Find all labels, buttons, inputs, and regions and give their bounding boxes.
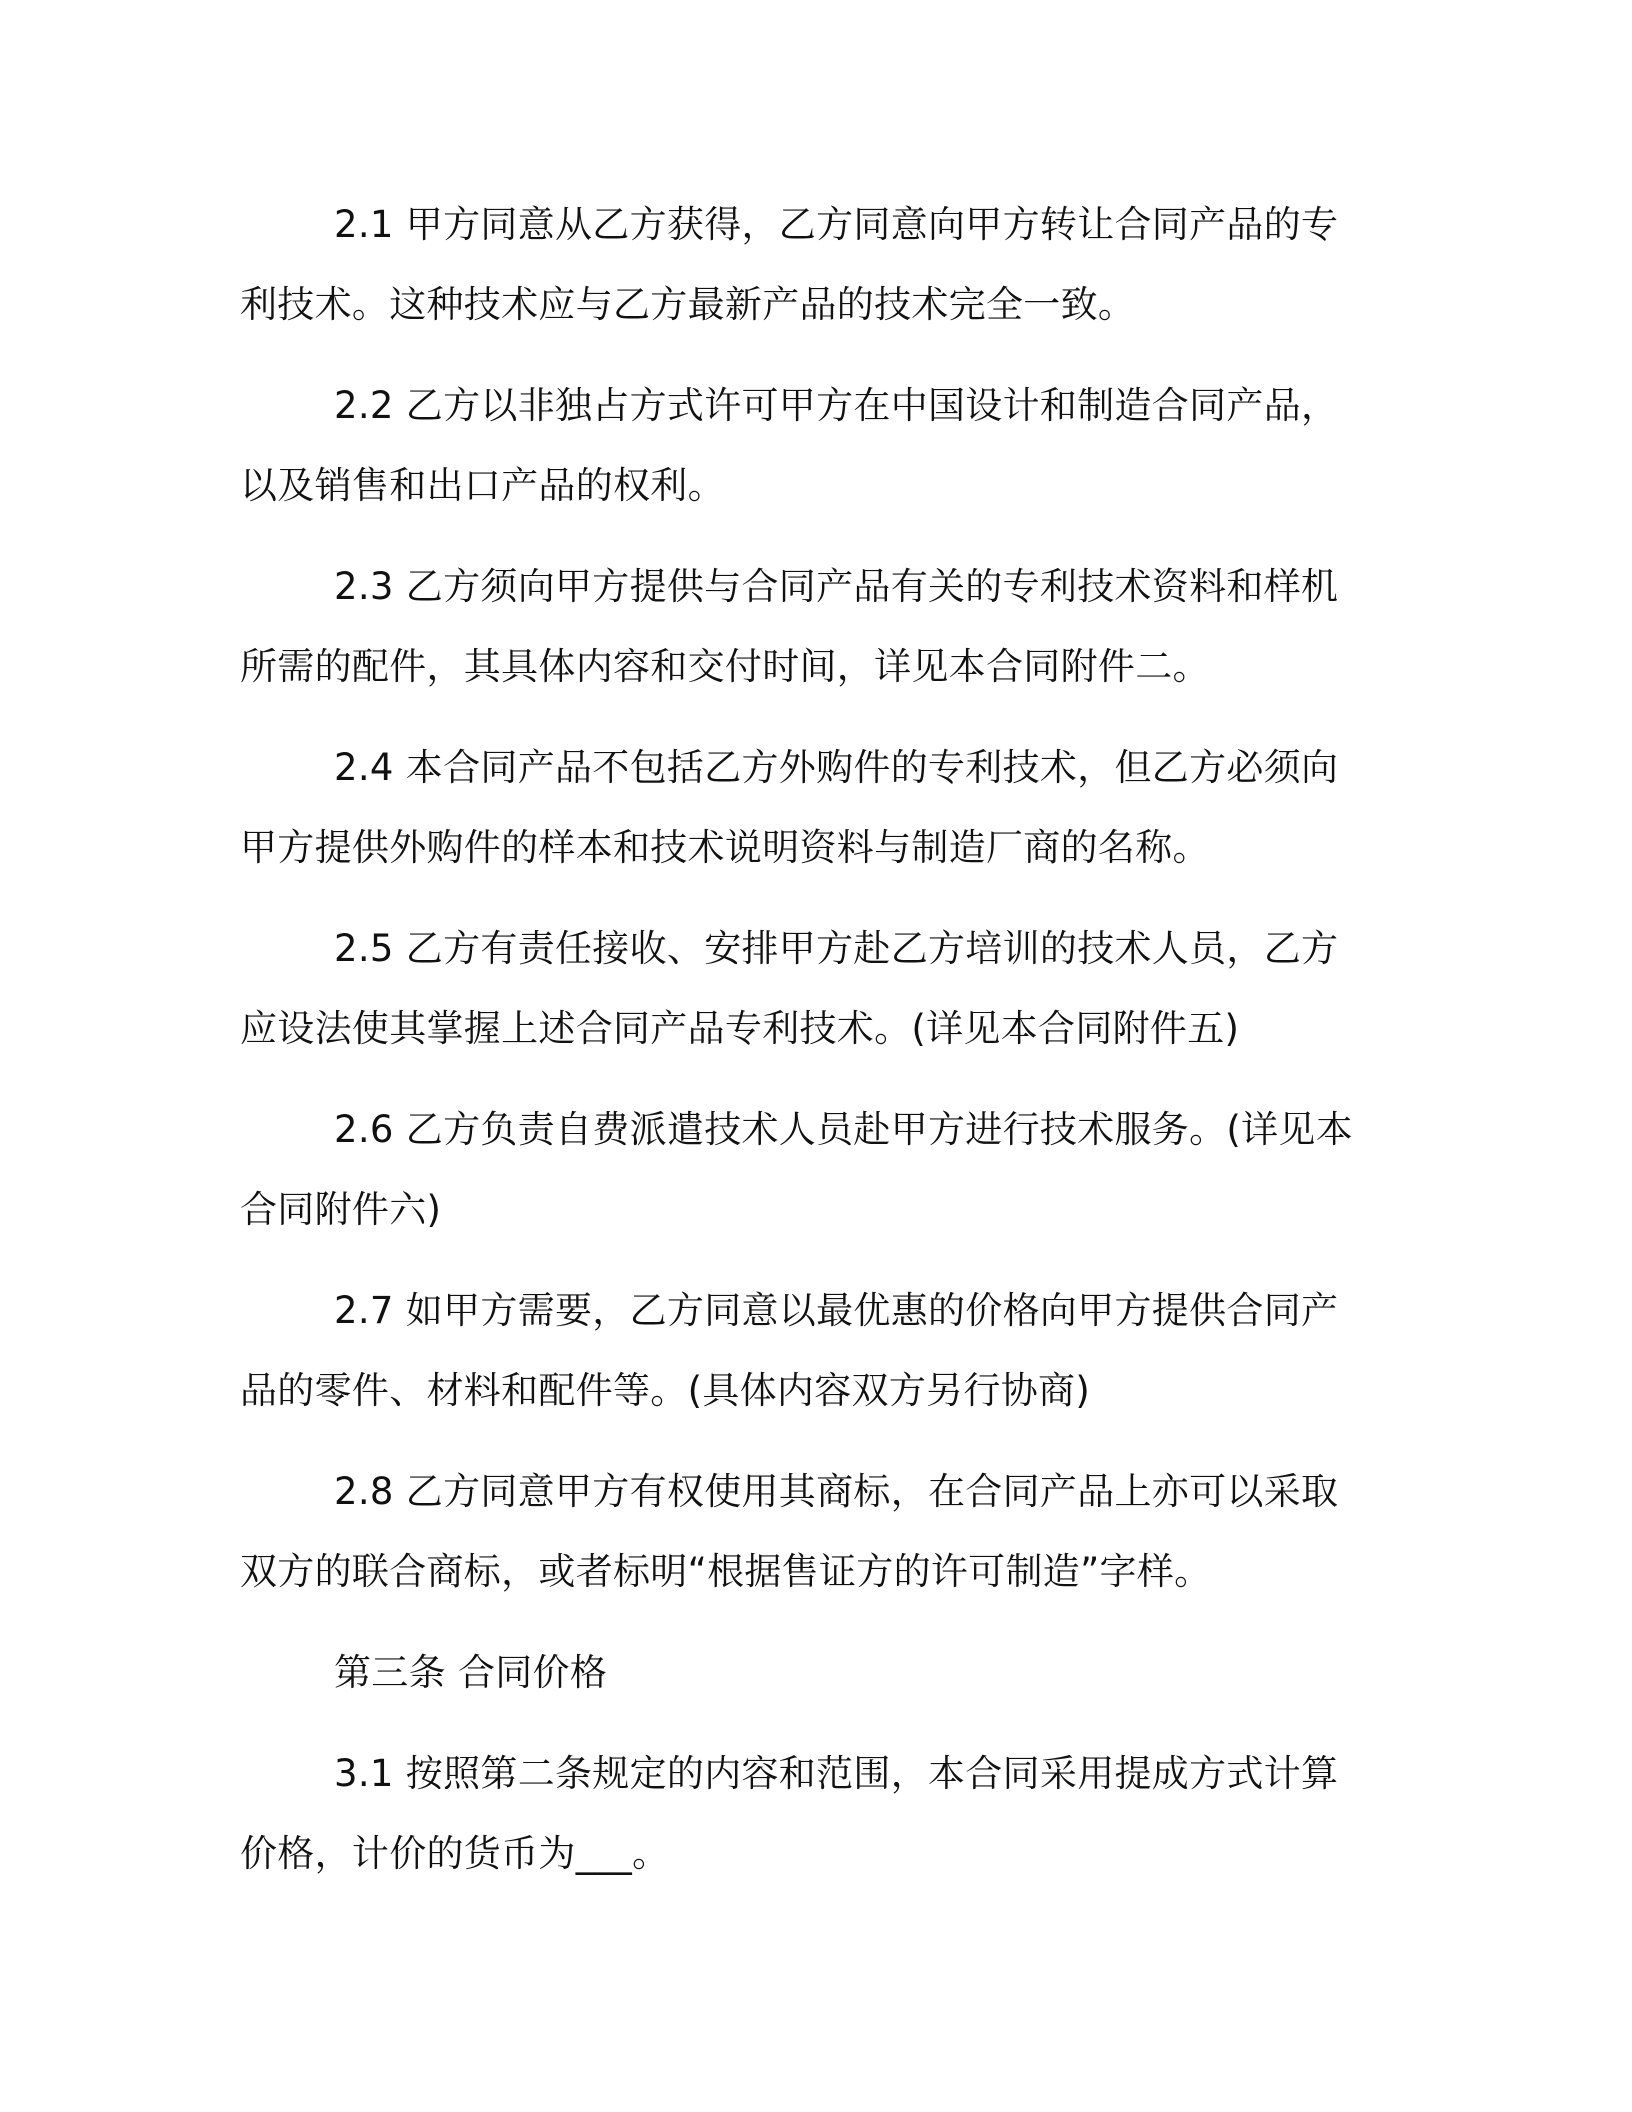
clause-2-8: 2.8 乙方同意甲方有权使用其商标，在合同产品上亦可以采取双方的联合商标，或者标明“根据售证方的许可制造”字样。 — [240, 1470, 1339, 1593]
clause-2-1: 2.1 甲方同意从乙方获得，乙方同意向甲方转让合同产品的专利技术。这种技术应与乙方最新产品的技术完全一致。 — [240, 203, 1339, 326]
document-body — [240, 185, 1375, 1915]
clause-3-1: 3.1 按照第二条规定的内容和范围，本合同采用提成方式计算价格，计价的货币为___。 — [240, 1752, 1339, 1875]
clause-2-5: 2.5 乙方有责任接收、安排甲方赴乙方培训的技术人员，乙方应设法使其掌握上述合同产品专利技术。(详见本合同附件五) — [240, 927, 1339, 1050]
clause-2-2: 2.2 乙方以非独占方式许可甲方在中国设计和制造合同产品，以及销售和出口产品的权利。 — [240, 384, 1339, 507]
clause-2-4: 2.4 本合同产品不包括乙方外购件的专利技术，但乙方必须向甲方提供外购件的样本和技术说明资料与制造厂商的名称。 — [240, 746, 1339, 869]
clause-2-3: 2.3 乙方须向甲方提供与合同产品有关的专利技术资料和样机所需的配件，其具体内容和交付时间，详见本合同附件二。 — [240, 565, 1339, 688]
clause-2-7: 2.7 如甲方需要，乙方同意以最优惠的价格向甲方提供合同产品的零件、材料和配件等。(具体内容双方另行协商) — [240, 1289, 1339, 1412]
section-heading-article-3: 第三条 合同价格 — [334, 1651, 608, 1694]
clause-2-6: 2.6 乙方负责自费派遣技术人员赴甲方进行技术服务。(详见本合同附件六) — [240, 1108, 1354, 1231]
